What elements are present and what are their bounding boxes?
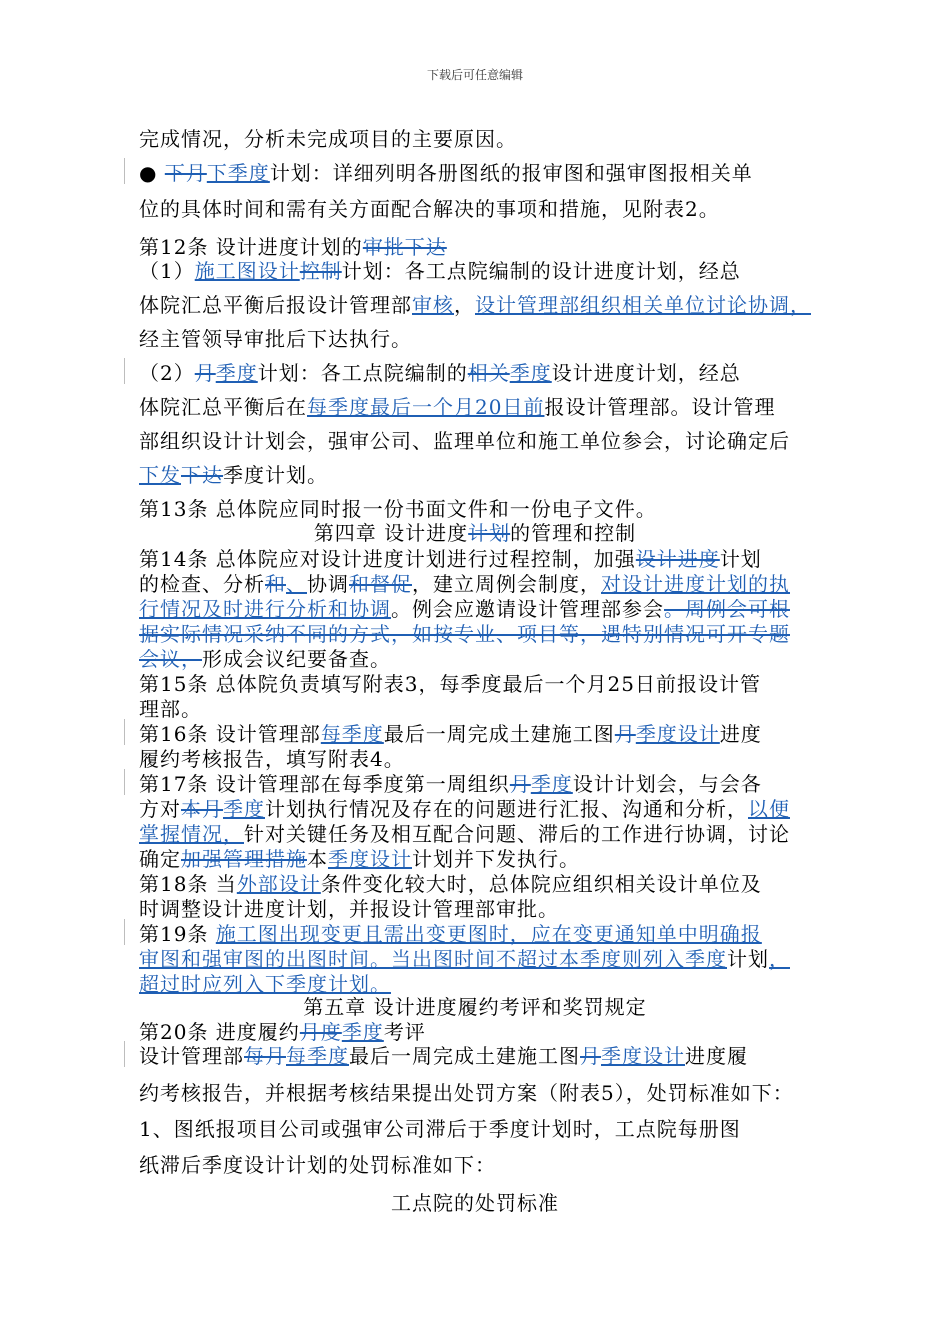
text-line xyxy=(0,1190,950,1216)
inserted-text: 下发 xyxy=(139,463,181,487)
inserted-text: 行情况及时进行分析和协调 xyxy=(139,597,391,621)
text-segment: 计划：各工点院编制的 xyxy=(257,361,468,385)
text-line xyxy=(139,596,790,622)
text-segment: 第17条 设计管理部在每季度第一周组织 xyxy=(139,772,510,796)
inserted-text: 季度 xyxy=(341,1020,384,1044)
text-segment: 第12条 设计进度计划的 xyxy=(139,235,363,259)
text-line xyxy=(139,258,741,284)
text-segment: 计划 xyxy=(727,947,769,971)
text-segment: 约考核报告，并根据考核结果提出处罚方案（附表5），处罚标准如下： xyxy=(139,1081,794,1105)
text-segment: 协调 xyxy=(307,572,349,596)
text-line xyxy=(0,520,950,546)
text-segment: 第14条 总体院应对设计进度计划进行过程控制，加强 xyxy=(139,547,636,571)
text-segment: 履约考核报告，填写附表4。 xyxy=(139,747,405,771)
text-segment: 季度计划。 xyxy=(223,463,328,487)
text-segment: 本 xyxy=(307,847,328,871)
deleted-text: 月 xyxy=(614,722,636,746)
page-header: 下载后可任意编辑 xyxy=(426,68,523,82)
revision-bar xyxy=(124,769,125,795)
text-segment: 第19条 xyxy=(139,922,216,946)
text-segment: ● xyxy=(139,161,165,185)
text-segment: 计划：详细列明各册图纸的报审图和强审图报相关单 xyxy=(269,161,753,185)
text-segment: 报设计管理部。设计管理 xyxy=(544,395,776,419)
text-line xyxy=(139,394,775,420)
deleted-text: 计划 xyxy=(468,521,511,545)
text-segment: 部组织设计计划会，强审公司、监理单位和施工单位参会，讨论确定后 xyxy=(139,429,790,453)
inserted-text: 每季度最后一个月20日前 xyxy=(307,395,545,419)
text-line xyxy=(139,796,790,822)
revision-bar xyxy=(124,919,125,945)
deleted-text: 下月 xyxy=(164,161,207,185)
revision-bar xyxy=(124,358,125,384)
text-line xyxy=(139,126,517,152)
text-line xyxy=(139,646,391,672)
inserted-text: 每季度 xyxy=(320,722,384,746)
deleted-text: 审批下达 xyxy=(362,235,447,259)
inserted-text: ， xyxy=(769,947,790,971)
inserted-text: 季度 xyxy=(530,772,573,796)
text-segment: 第四章 设计进度 xyxy=(313,521,469,545)
text-segment: 体院汇总平衡后在 xyxy=(139,395,307,419)
text-segment: 计划并下发执行。 xyxy=(412,847,580,871)
deleted-text: 设计进度 xyxy=(635,547,720,571)
text-segment: 1、图纸报项目公司或强审公司滞后于季度计划时，工点院每册图 xyxy=(139,1117,741,1141)
text-line xyxy=(139,871,762,897)
text-line xyxy=(139,896,559,922)
text-segment: 第16条 设计管理部 xyxy=(139,722,321,746)
inserted-text: 掌握情况， xyxy=(139,822,244,846)
text-segment: 设计进度计划，经总 xyxy=(551,361,741,385)
inserted-text: 季度设计 xyxy=(635,722,720,746)
deleted-text: 相关 xyxy=(467,361,510,385)
text-line xyxy=(139,571,790,597)
text-segment: （2） xyxy=(139,361,195,385)
text-segment: 设计计划会，与会各 xyxy=(572,772,762,796)
inserted-text: 设计管理部组织相关单位讨论协调， xyxy=(475,293,811,317)
deleted-text: 据实际情况采纳不同的方式，如按专业、项目等，遇特别情况可开专题 xyxy=(139,622,790,646)
deleted-text: 本月 xyxy=(181,797,223,821)
inserted-text: 施工图出现变更且需出变更图时，应在变更通知单中明确报 xyxy=(215,922,762,946)
text-segment: 的检查、分析 xyxy=(139,572,265,596)
text-segment: 方对 xyxy=(139,797,181,821)
text-line xyxy=(139,360,741,386)
deleted-text: 控制 xyxy=(299,259,342,283)
text-segment: 经主管领导审批后下达执行。 xyxy=(139,327,412,351)
text-line xyxy=(139,1152,496,1178)
text-segment: 纸滞后季度设计计划的处罚标准如下： xyxy=(139,1153,496,1177)
revision-bar xyxy=(124,1041,125,1067)
inserted-text: 、 xyxy=(286,572,307,596)
text-line xyxy=(139,846,580,872)
text-line xyxy=(139,821,790,847)
text-segment: 计划：各工点院编制的设计进度计划，经总 xyxy=(341,259,741,283)
deleted-text: 月 xyxy=(580,1044,601,1068)
text-segment: 进度履 xyxy=(685,1044,748,1068)
text-line xyxy=(139,160,753,186)
text-segment: 完成情况，分析未完成项目的主要原因。 xyxy=(139,127,517,151)
text-segment: 计划 xyxy=(719,547,762,571)
inserted-text: 超过时应列入下季度计划。 xyxy=(139,972,391,996)
text-segment: 理部。 xyxy=(139,697,202,721)
text-line xyxy=(139,1116,741,1142)
text-segment: 考评 xyxy=(383,1020,426,1044)
text-segment: 设计管理部 xyxy=(139,1044,244,1068)
text-line xyxy=(139,326,412,352)
text-segment: 确定 xyxy=(139,847,181,871)
inserted-text: 季度 xyxy=(223,797,265,821)
text-segment: 。例会应邀请设计管理部参会 xyxy=(391,597,664,621)
inserted-text: 季度 xyxy=(509,361,552,385)
text-line xyxy=(139,771,762,797)
text-segment: 第13条 总体院应同时报一份书面文件和一份电子文件。 xyxy=(139,497,657,521)
text-line xyxy=(139,496,657,522)
deleted-text: 月度 xyxy=(299,1020,342,1044)
text-line xyxy=(139,621,790,647)
text-segment: 位的具体时间和需有关方面配合解决的事项和措施，见附表2。 xyxy=(139,197,720,221)
deleted-text: 月 xyxy=(194,361,216,385)
text-segment: 形成会议纪要备查。 xyxy=(202,647,391,671)
text-line xyxy=(139,1080,794,1106)
inserted-text: 对设计进度计划的执 xyxy=(601,572,790,596)
text-line xyxy=(139,946,790,972)
text-line xyxy=(139,1019,426,1045)
inserted-text: 每季度 xyxy=(286,1044,349,1068)
text-line xyxy=(139,196,720,222)
text-segment: 第20条 进度履约 xyxy=(139,1020,300,1044)
inserted-text: 审核 xyxy=(412,293,454,317)
text-line xyxy=(139,428,790,454)
text-segment: 体院汇总平衡后报设计管理部 xyxy=(139,293,412,317)
text-segment: 进度 xyxy=(719,722,762,746)
text-segment: ， xyxy=(454,293,475,317)
text-line xyxy=(139,696,202,722)
revision-bar xyxy=(124,158,125,184)
inserted-text: 外部设计 xyxy=(236,872,321,896)
text-segment: 第15条 总体院负责填写附表3，每季度最后一个月25日前报设计管 xyxy=(139,672,761,696)
text-line xyxy=(139,721,762,747)
inserted-text: 下季度 xyxy=(206,161,270,185)
text-segment: 时调整设计进度计划，并报设计管理部审批。 xyxy=(139,897,559,921)
inserted-text: 以便 xyxy=(748,797,790,821)
inserted-text: 季度 xyxy=(215,361,258,385)
deleted-text: 月 xyxy=(509,772,531,796)
text-segment: 工点院的处罚标准 xyxy=(391,1191,559,1215)
text-segment: 计划执行情况及存在的问题进行汇报、沟通和分析， xyxy=(265,797,748,821)
inserted-text: 季度设计 xyxy=(328,847,412,871)
text-line xyxy=(139,462,328,488)
text-segment: ，建立周例会制度， xyxy=(412,572,601,596)
text-segment: 第18条 当 xyxy=(139,872,237,896)
text-line xyxy=(0,994,950,1020)
deleted-text: 每月 xyxy=(244,1044,286,1068)
inserted-text: 审图和强审图的出图时间。当出图时间不超过本季度则列入季度 xyxy=(139,947,727,971)
text-segment: 的管理和控制 xyxy=(510,521,637,545)
inserted-text: 季度设计 xyxy=(601,1044,685,1068)
text-segment: 条件变化较大时，总体院应组织相关设计单位及 xyxy=(320,872,762,896)
text-line xyxy=(139,546,762,572)
text-line xyxy=(139,921,762,947)
text-segment: 最后一周完成土建施工图 xyxy=(383,722,615,746)
deleted-text: 和 xyxy=(265,572,286,596)
text-line xyxy=(139,746,405,772)
text-segment: 最后一周完成土建施工图 xyxy=(349,1044,580,1068)
text-line xyxy=(139,671,761,697)
deleted-text: 和督促 xyxy=(349,572,412,596)
text-segment: 第五章 设计进度履约考评和奖罚规定 xyxy=(303,995,647,1019)
deleted-text: 会议， xyxy=(139,647,202,671)
text-line xyxy=(139,1043,748,1069)
inserted-text: 施工图设计 xyxy=(194,259,300,283)
text-line xyxy=(139,292,811,318)
text-segment: （1） xyxy=(139,259,195,283)
deleted-text: 加强管理措施 xyxy=(181,847,307,871)
deleted-text: 下达 xyxy=(181,463,223,487)
deleted-text: 。周例会可根 xyxy=(664,597,790,621)
text-segment: 针对关键任务及相互配合问题、滞后的工作进行协调，讨论 xyxy=(244,822,790,846)
text-line xyxy=(139,234,447,260)
revision-bar xyxy=(124,719,125,745)
